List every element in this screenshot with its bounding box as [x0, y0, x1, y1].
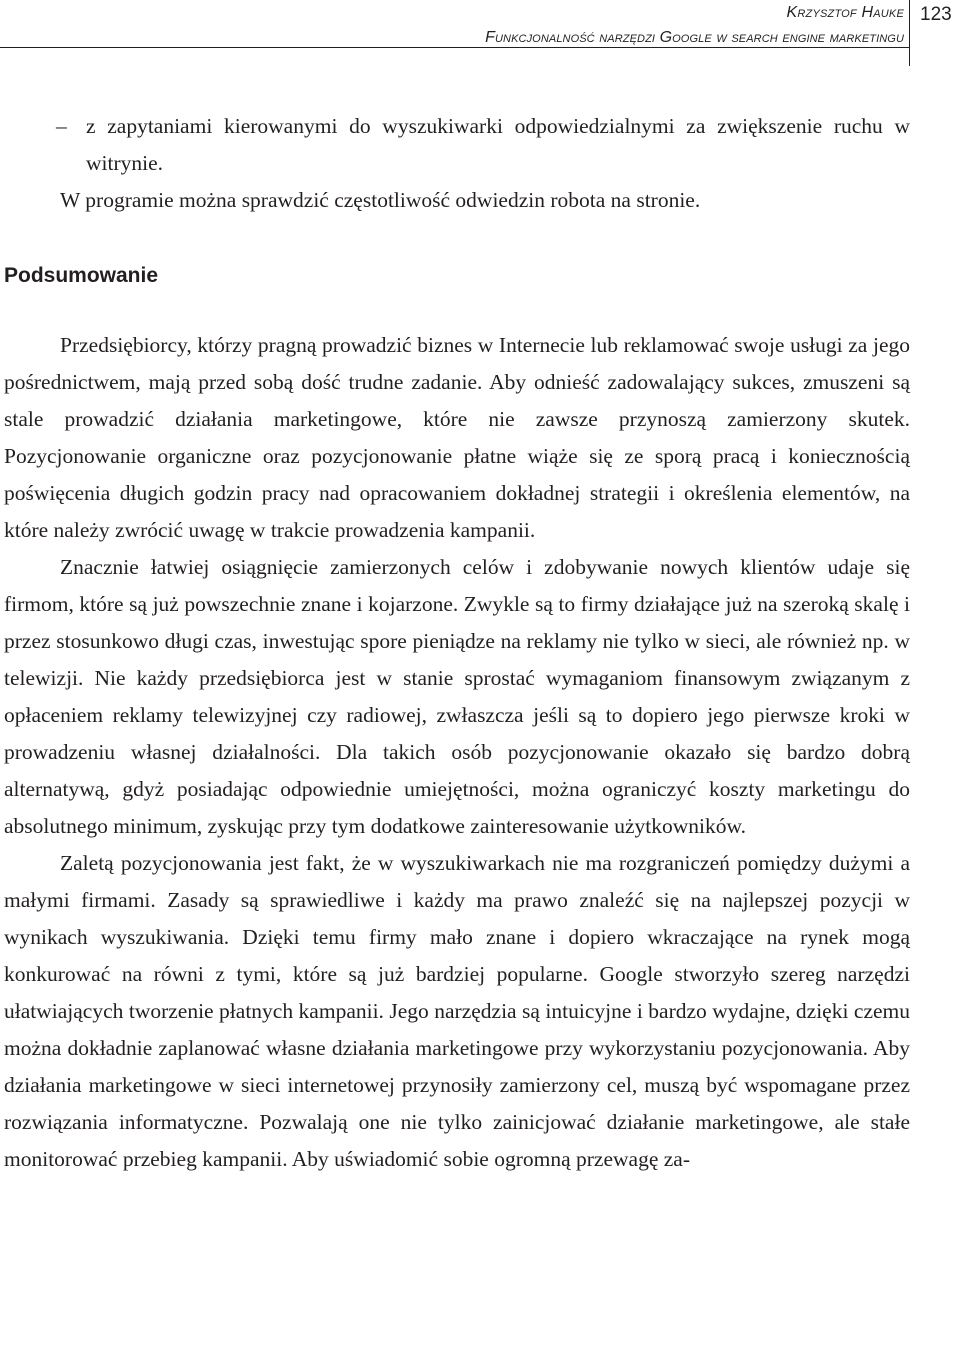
paragraph-3: Zaletą pozycjonowania jest fakt, że w wyszukiwarkach nie ma rozgraniczeń pomiędzy dużymi a małymi firmami. Zasady są sprawiedliwe i każdy ma prawo znaleźć się na najlepszej pozycji w wynikach wyszukiwania. Dzięki temu firmy mało znane i dopiero wkraczające na rynek mogą konkurować na równi z tymi, które są już bardziej popularne. Google stworzyło szereg narzędzi ułatwiających tworzenie płatnych kampanii. Jego narzędzia są intuicyjne i bardzo wydajne, dzięki czemu można dokładnie zaplanować własne działania marketingowe przy wykorzystaniu pozycjonowania. Aby działania marketingowe w sieci internetowej przynosiły zamierzony cel, muszą być wspomagane przez rozwiązania informatyczne. Pozwalają one nie tylko zainicjować działanie marketingowe, ale stałe monitorować przebieg kampanii. Aby uświadomić sobie ogromną przewagę za-: [4, 851, 910, 1171]
section-heading: Podsumowanie: [4, 264, 159, 287]
header-title: Funkcjonalność narzędzi Google w search engine marketingu: [485, 29, 904, 46]
page-number: 123: [920, 4, 952, 25]
paragraph-1: Przedsiębiorcy, którzy pragną prowadzić biznes w Internecie lub reklamować swoje usługi za jego pośrednictwem, mają przed sobą dość trudne zadanie. Aby odnieść zadowalający sukces, zmuszeni są stale prowadzić działania marketingowe, które nie zawsze przynoszą zamierzony skutek. Pozycjonowanie organiczne oraz pozycjonowanie płatne wiąże się ze sporą pracą i koniecznością poświęcenia długich godzin pracy nad opracowaniem dokładnej strategii i określenia elementów, na które należy zwrócić uwagę w trakcie prowadzenia kampanii.: [4, 333, 910, 542]
bullet-item: [4, 108, 910, 182]
header-rule: [0, 47, 909, 48]
paragraph-2: Znacznie łatwiej osiągnięcie zamierzonych celów i zdobywanie nowych klientów udaje się firmom, które są już powszechnie znane i kojarzone. Zwykle są to firmy działające już na szeroką skalę i przez stosunkowo długi czas, inwestując spore pieniądze na reklamy nie tylko w sieci, ale również np. w telewizji. Nie każdy przedsiębiorca jest w stanie sprostać wymaganiom finansowym związanym z opłaceniem reklamy telewizyjnej czy radiowej, zwłaszcza jeśli są to dopiero jego pierwsze kroki w prowadzeniu własnej działalności. Dla takich osób pozycjonowanie okazało się bardzo dobrą alternatywą, gdyż posiadając odpowiednie umiejętności, można ograniczyć koszty marketingu do absolutnego minimum, zyskując przy tym dodatkowe zainteresowanie użytkowników.: [4, 555, 910, 838]
header-author: Krzysztof Hauke: [786, 4, 904, 21]
intro-sentence: W programie można sprawdzić częstotliwość odwiedzin robota na stronie.: [60, 188, 701, 212]
running-header: [0, 0, 960, 70]
bullet-dash: –: [56, 114, 67, 138]
page-body: [4, 108, 910, 1178]
running-header-text: [485, 0, 904, 50]
bullet-text: z zapytaniami kierowanymi do wyszukiwarki odpowiedzialnymi za zwiększenie ruchu w witrynie.: [86, 114, 910, 175]
header-vertical-rule: [909, 0, 910, 66]
